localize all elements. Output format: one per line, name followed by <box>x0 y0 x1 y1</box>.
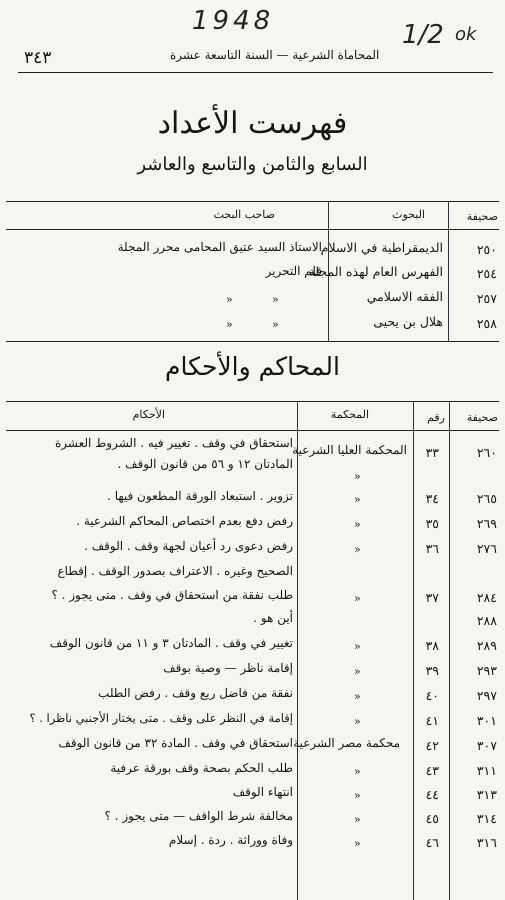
header-page: صحيفة <box>466 411 498 424</box>
row-text: انتهاء الوقف <box>232 785 293 799</box>
row-number: ٤١ <box>425 713 439 728</box>
row-page: ٢٨٩ <box>476 638 497 653</box>
row-number: ٤٥ <box>425 811 439 826</box>
row-text: طلب الحكم بصحة وقف بورقة عرفية <box>110 761 293 775</box>
ditto-mark: » <box>354 543 361 556</box>
row-text: تغيير في وقف . المادتان ٣ و ١١ من قانون الوقف <box>49 636 293 650</box>
ditto-mark: » <box>354 789 361 802</box>
header-page: صحيفة <box>466 210 498 223</box>
table-header-rule <box>6 430 499 431</box>
row-number: ٤٦ <box>425 835 439 850</box>
ditto-mark: » <box>354 592 361 605</box>
row-court: محكمة مصر الشرعية <box>293 736 400 750</box>
header-rule <box>18 72 493 73</box>
table-top-rule <box>6 201 499 202</box>
ditto-mark: » <box>354 715 361 728</box>
row-text: الصحيح وغيره . الاعتراف بصدور الوقف . إقطاع <box>57 564 293 578</box>
row-text: إقامة في النظر على وقف . متى يختار الأجنبي ناظرا . ؟ <box>29 711 293 725</box>
handwritten-year: 1948 <box>192 6 275 36</box>
row-number: ٤٤ <box>425 787 439 802</box>
header-number: رقم <box>427 411 445 424</box>
row-title: الفهرس العام لهذه المجلة <box>308 264 443 279</box>
page-subtitle: السابع والثامن والتاسع والعاشر <box>137 154 368 175</box>
ditto-mark: » <box>354 690 361 703</box>
row-page: ٣٠١ <box>476 713 497 728</box>
column-divider <box>297 401 298 900</box>
row-page: ٣١٤ <box>476 811 497 826</box>
row-number: ٣٩ <box>425 663 439 678</box>
row-number: ٣٤ <box>425 491 439 506</box>
row-page: ٣١٣ <box>476 787 497 802</box>
row-text: استحقاق في وقف . المادة ٣٢ من قانون الوقف <box>58 736 293 750</box>
journal-header: المحاماة الشرعية — السنة التاسعة عشرة <box>170 48 380 62</box>
ditto-mark: » <box>354 665 361 678</box>
row-page: ٢٥٠ <box>476 242 497 257</box>
row-author: قلم التحرير <box>265 264 322 278</box>
row-title: الفقه الاسلامي <box>366 289 443 304</box>
section-title: المحاكم والأحكام <box>165 352 340 381</box>
row-text: رفض دعوى رد أعيان لجهة وقف . الوقف . <box>84 539 293 553</box>
handwritten-fraction: 1/2 <box>402 20 444 50</box>
handwritten-mark: ok <box>455 24 477 45</box>
row-title: الديمقراطية في الاسلام <box>320 240 443 255</box>
header-court: المحكمة <box>330 408 369 421</box>
row-page: ٣١١ <box>476 763 497 778</box>
row-page: ٢٥٤ <box>476 266 497 281</box>
row-page: ٢٦٠ <box>476 445 497 460</box>
row-text: تزوير . استبعاد الورقة المطعون فيها . <box>107 489 293 503</box>
header-rulings: الأحكام <box>132 408 165 421</box>
ditto-mark: » <box>226 293 233 306</box>
row-number: ٣٥ <box>425 516 439 531</box>
row-text: المادتان ١٢ و ٥٦ من قانون الوقف . <box>117 457 293 471</box>
row-page: ٣١٦ <box>476 835 497 850</box>
row-page: ٢٨٨ <box>476 613 497 628</box>
row-text: إقامة ناظر — وصية بوقف <box>163 661 293 675</box>
row-author: الاستاذ السيد عتيق المحامى محرر المجلة <box>117 240 322 254</box>
row-text: رفض دفع بعدم اختصاص المحاكم الشرعية . <box>76 514 293 528</box>
column-divider <box>413 401 414 900</box>
ditto-mark: » <box>272 293 279 306</box>
table-header-rule <box>6 229 499 230</box>
ditto-mark: » <box>354 470 361 483</box>
row-page: ٣٠٧ <box>476 738 497 753</box>
ditto-mark: » <box>354 640 361 653</box>
ditto-mark: » <box>354 518 361 531</box>
row-page: ٢٦٥ <box>476 491 497 506</box>
row-number: ٣٨ <box>425 638 439 653</box>
table-bottom-rule <box>6 341 499 342</box>
ditto-mark: » <box>354 493 361 506</box>
row-number: ٣٦ <box>425 541 439 556</box>
page-title: فهرست الأعداد <box>157 106 348 141</box>
row-text: استحقاق في وقف . تغيير فيه . الشروط العشرة <box>54 436 293 450</box>
row-text: أين هو . <box>253 611 293 625</box>
row-text: مخالفة شرط الواقف — متى يجوز . ؟ <box>104 809 293 823</box>
row-page: ٢٥٧ <box>476 291 497 306</box>
row-page: ٢٥٨ <box>476 316 497 331</box>
row-court: المحكمة العليا الشرعية <box>292 443 407 457</box>
table-top-rule <box>6 401 499 402</box>
ditto-mark: » <box>354 813 361 826</box>
row-page: ٢٩٧ <box>476 688 497 703</box>
row-text: طلب نفقة من استحقاق في وقف . متى يجوز . ؟ <box>51 588 293 602</box>
ditto-mark: » <box>272 318 279 331</box>
header-research: البحوث <box>392 208 425 221</box>
header-author: صاحب البحث <box>213 208 275 221</box>
row-page: ٢٦٩ <box>476 516 497 531</box>
row-number: ٤٣ <box>425 763 439 778</box>
row-title: هلال بن يحيى <box>373 314 443 329</box>
row-page: ٢٨٤ <box>476 590 497 605</box>
row-number: ٤٢ <box>425 738 439 753</box>
ditto-mark: » <box>226 318 233 331</box>
row-page: ٢٧٦ <box>476 541 497 556</box>
ditto-mark: » <box>354 837 361 850</box>
row-page: ٢٩٣ <box>476 663 497 678</box>
column-divider <box>448 201 449 341</box>
row-text: نفقة من فاضل ريع وقف . رفض الطلب <box>98 686 293 700</box>
page-number: ٣٤٣ <box>24 48 52 68</box>
row-number: ٤٠ <box>425 688 439 703</box>
row-number: ٣٧ <box>425 590 439 605</box>
row-text: وفاة ووراثة . ردة . إسلام <box>168 833 293 847</box>
row-number: ٣٣ <box>425 445 439 460</box>
ditto-mark: » <box>354 765 361 778</box>
column-divider <box>449 401 450 900</box>
